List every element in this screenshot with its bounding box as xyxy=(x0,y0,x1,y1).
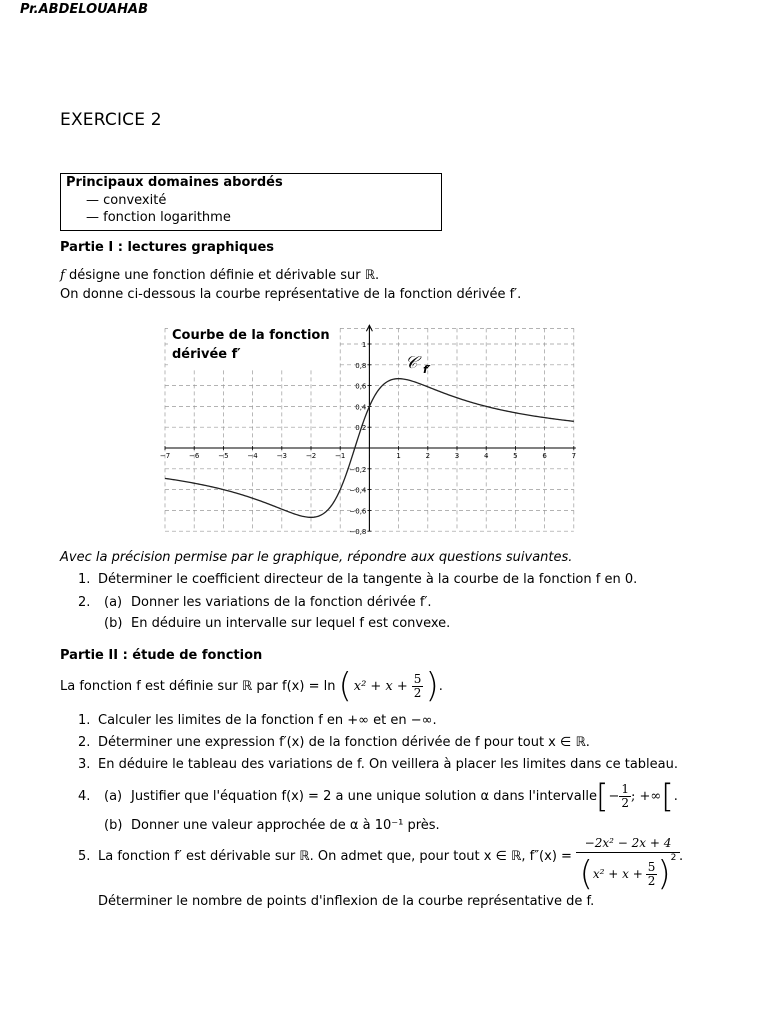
part2-question-5: La fonction f′ est dérivable sur ℝ. On admet que, pour tout x ∈ ℝ, f″(x) = xyxy=(98,849,572,864)
p2-q1-number: 1. xyxy=(78,713,91,728)
part2-question-3: En déduire le tableau des variations de f. On veillera à placer les limites dans ce tableau. xyxy=(98,757,678,772)
derivative-chart xyxy=(160,318,590,538)
interval-end: ; +∞ xyxy=(631,788,662,804)
y-tick-label: 1 xyxy=(361,341,367,349)
p2-q4-number: 4. xyxy=(78,789,91,804)
domain-item: — fonction logarithme xyxy=(86,210,231,225)
y-tick-label: 0,6 xyxy=(355,382,367,391)
part2-question-2: Déterminer une expression f′(x) de la fonction dérivée de f pour tout x ∈ ℝ. xyxy=(98,735,590,750)
x-tick-label: −5 xyxy=(218,452,229,460)
x-tick-label: −4 xyxy=(247,452,258,460)
q4b-label: (b) xyxy=(104,818,123,833)
domains-box xyxy=(60,173,442,231)
big-paren-left: ( xyxy=(338,666,352,706)
part1-heading: Partie I : lectures graphiques xyxy=(60,240,275,255)
y-tick-label: −0,4 xyxy=(349,486,367,495)
f2-denominator xyxy=(576,853,680,895)
chart-ticks xyxy=(160,341,576,536)
period: . xyxy=(673,788,678,804)
definition-prefix: La fonction f est définie sur ℝ par f(x) = ln xyxy=(60,678,336,694)
p2-q2-number: 2. xyxy=(78,735,91,750)
x-tick-label: 5 xyxy=(513,452,518,460)
x-tick-label: 3 xyxy=(454,452,460,460)
part1-question-2b: En déduire un intervalle sur lequel f est convexe. xyxy=(131,616,451,631)
author-name: Pr.ABDELOUAHAB xyxy=(20,2,149,17)
part1-question-2a: Donner les variations de la fonction dérivée f′. xyxy=(131,595,432,610)
curve-label: 𝒞 xyxy=(405,353,418,373)
domain-item: — convexité xyxy=(86,193,167,208)
fraction-one-half xyxy=(619,783,631,810)
x-tick-label: 7 xyxy=(571,452,577,460)
q1-number: 1. xyxy=(78,572,91,587)
function-name: f xyxy=(60,268,65,283)
exponent: 2 xyxy=(670,853,677,863)
instructions: Avec la précision permise par le graphique, répondre aux questions suivantes. xyxy=(60,550,573,565)
interval xyxy=(596,776,678,816)
x-tick-label: −1 xyxy=(335,452,346,460)
p2-q5-number: 5. xyxy=(78,849,91,864)
part1-question-1: Déterminer le coefficient directeur de la tangente à la courbe de la fonction f en 0. xyxy=(98,572,638,587)
x-tick-label: −7 xyxy=(160,452,171,460)
definition-inner: x² + x + xyxy=(353,678,408,694)
part2-question-5-end: Déterminer le nombre de points d'inflexion de la courbe représentative de f. xyxy=(98,894,595,909)
second-derivative-fraction xyxy=(576,836,680,895)
part2-question-4a: Justifier que l'équation f(x) = 2 a une unique solution α dans l'intervalle xyxy=(131,789,597,804)
chart-title-line1: Courbe de la fonction xyxy=(172,328,330,343)
paren-left: ( xyxy=(579,854,593,894)
y-tick-label: −0,2 xyxy=(349,465,367,474)
q2-number: 2. xyxy=(78,595,91,610)
x-tick-label: 2 xyxy=(425,452,431,460)
frac-den: 2 xyxy=(413,685,422,700)
x-tick-label: −3 xyxy=(276,452,287,460)
part1-intro-line2: On donne ci-dessous la courbe représentative de la fonction dérivée f′. xyxy=(60,287,522,302)
period: . xyxy=(438,678,443,694)
part1-intro-line1 xyxy=(60,268,379,283)
y-tick-label: 0,2 xyxy=(355,424,367,433)
y-tick-label: 0,4 xyxy=(355,403,367,412)
q2b-label: (b) xyxy=(104,616,123,631)
domains-box-title: Principaux domaines abordés xyxy=(66,175,283,190)
frac-num: 5 xyxy=(413,671,422,686)
curve-label-sub: f′ xyxy=(423,363,431,376)
interval-minus: − xyxy=(608,788,620,804)
x-tick-label: 4 xyxy=(483,452,489,460)
y-tick-label: −0,6 xyxy=(349,507,367,516)
f2-numerator: −2x² − 2x + 4 xyxy=(576,836,680,853)
intro-text: désigne une fonction définie et dérivable sur ℝ. xyxy=(64,268,380,283)
q4a-label: (a) xyxy=(104,789,123,804)
frac-num: 1 xyxy=(621,781,630,796)
x-tick-label: 1 xyxy=(396,452,401,460)
chart-title-line2: dérivée f′ xyxy=(172,347,241,362)
q2a-label: (a) xyxy=(104,595,123,610)
bracket-right: [ xyxy=(661,777,674,815)
frac-den: 2 xyxy=(647,873,656,888)
function-definition xyxy=(60,666,443,706)
den-inner: x² + x + xyxy=(592,867,643,881)
y-tick-label: −0,8 xyxy=(349,528,367,537)
frac-num: 5 xyxy=(647,859,656,874)
frac-den: 2 xyxy=(621,795,630,810)
period: . xyxy=(679,849,684,864)
exercise-title: EXERCICE 2 xyxy=(60,110,162,130)
p2-q3-number: 3. xyxy=(78,757,91,772)
x-tick-label: 6 xyxy=(542,452,547,460)
fraction-five-halves xyxy=(646,861,658,888)
bracket-left: [ xyxy=(596,777,609,815)
big-paren-right: ) xyxy=(425,666,439,706)
paren-right: ) xyxy=(657,854,671,894)
part2-question-4b: Donner une valeur approchée de α à 10⁻¹ près. xyxy=(131,818,440,833)
part2-question-1: Calculer les limites de la fonction f en +∞ et en −∞. xyxy=(98,713,437,728)
y-tick-label: 0,8 xyxy=(355,361,367,370)
x-tick-label: −6 xyxy=(189,452,200,460)
x-tick-label: −2 xyxy=(305,452,317,460)
part2-heading: Partie II : étude de fonction xyxy=(60,648,263,663)
fraction-five-halves xyxy=(412,673,424,700)
